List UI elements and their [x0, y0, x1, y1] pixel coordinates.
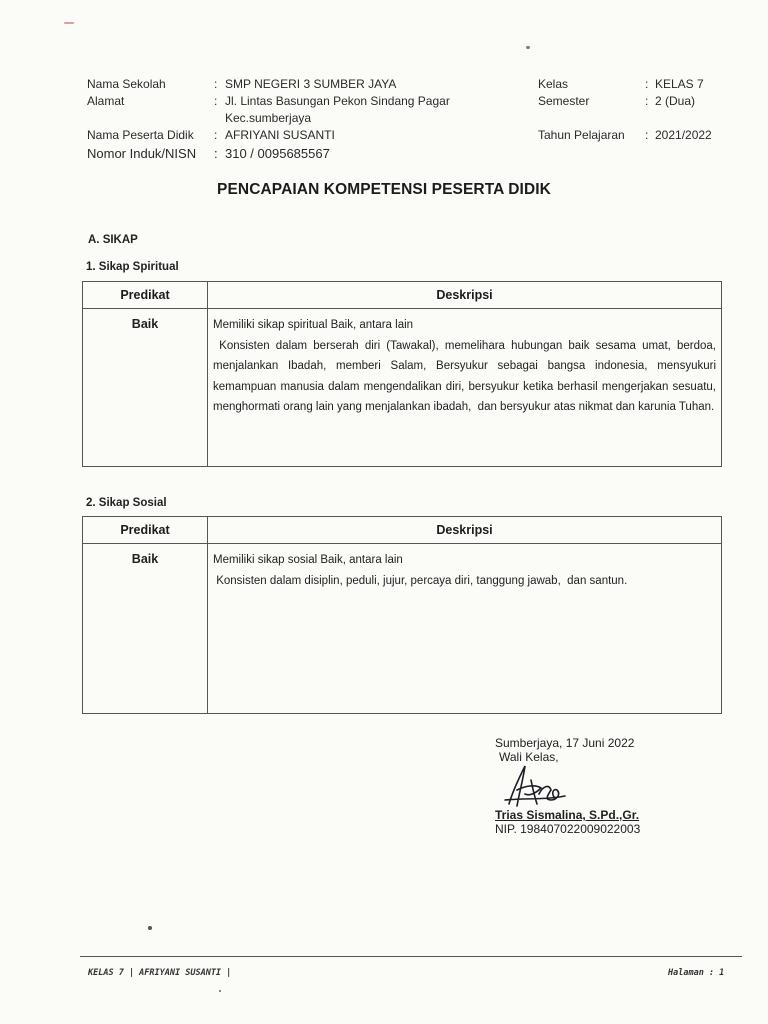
spiritual-table [82, 281, 722, 467]
footer-divider [80, 956, 742, 957]
social-table [82, 516, 722, 714]
table-row [83, 544, 722, 714]
colon: : [214, 146, 218, 161]
deskripsi-cell [208, 309, 722, 467]
footer-page-number: Halaman : 1 [668, 968, 725, 978]
school-name-label: Nama Sekolah [87, 77, 166, 91]
section-heading: A. SIKAP [88, 234, 138, 246]
signature-block [495, 736, 640, 836]
predikat-cell: Baik [83, 309, 208, 467]
colon: : [645, 128, 649, 142]
school-name-value: SMP NEGERI 3 SUMBER JAYA [225, 77, 397, 91]
class-label: Kelas [538, 77, 569, 91]
description-line: Memiliki sikap spiritual Baik, antara lain [213, 319, 414, 331]
deskripsi-header: Deskripsi [208, 282, 722, 309]
spiritual-heading: 1. Sikap Spiritual [86, 261, 179, 273]
description-line: Konsisten dalam berserah diri (Tawakal), memelihara hubungan baik sesama umat, berdoa, menjalankan Ibadah, memberi Salam, Bersyukur sebagai bangsa indonesia, mensyukuri kemampuan manusia dalam mengendalikan diri, bersyukur ketika berhasil mengerjakan sesuatu, menghormati orang lain yang menjalankan ibadah, dan bersyukur atas nikmat dan karunia Tuhan. [213, 339, 720, 413]
deskripsi-cell [208, 544, 722, 714]
academic-year-value: 2021/2022 [655, 128, 712, 142]
colon: : [645, 94, 649, 108]
colon: : [645, 77, 649, 91]
description-line: Konsisten dalam disiplin, peduli, jujur, percaya diri, tanggung jawab, dan santun. [213, 574, 628, 587]
semester-label: Semester [538, 94, 590, 108]
footer-left: KELAS 7 | AFRIYANI SUSANTI | [88, 968, 232, 978]
predikat-cell: Baik [83, 544, 208, 714]
address-value-line2: Kec.sumberjaya [225, 111, 312, 125]
semester-value: 2 (Dua) [655, 94, 696, 108]
table-header-row [83, 282, 722, 309]
deskripsi-header: Deskripsi [208, 517, 722, 544]
scan-speck [526, 46, 530, 49]
scan-speck [64, 22, 74, 24]
nisn-value: 310 / 0095685567 [225, 146, 330, 161]
teacher-role: Wali Kelas, [499, 750, 559, 764]
page-title: PENCAPAIAN KOMPETENSI PESERTA DIDIK [217, 181, 551, 198]
address-value: Jl. Lintas Basungan Pekon Sindang Pagar [225, 94, 450, 108]
table-row [83, 309, 722, 467]
social-heading: 2. Sikap Sosial [86, 497, 167, 509]
colon: : [214, 128, 218, 142]
place-date: Sumberjaya, 17 Juni 2022 [495, 736, 635, 750]
nisn-label: Nomor Induk/NISN [87, 146, 197, 161]
table-header-row [83, 517, 722, 544]
predikat-header: Predikat [83, 282, 208, 309]
scan-speck [148, 926, 152, 930]
scan-speck [219, 990, 221, 992]
class-value: KELAS 7 [655, 77, 704, 91]
teacher-name: Trias Sismalina, S.Pd.,Gr. [495, 808, 640, 822]
address-label: Alamat [87, 94, 125, 108]
colon: : [214, 94, 218, 108]
description-line: Memiliki sikap sosial Baik, antara lain [213, 554, 403, 566]
teacher-nip: NIP. 198407022009022003 [495, 822, 641, 836]
student-name-value: AFRIYANI SUSANTI [225, 128, 335, 142]
predikat-header: Predikat [83, 517, 208, 544]
handwritten-signature [495, 760, 575, 812]
colon: : [214, 77, 218, 91]
student-name-label: Nama Peserta Didik [87, 128, 194, 142]
academic-year-label: Tahun Pelajaran [538, 128, 625, 142]
